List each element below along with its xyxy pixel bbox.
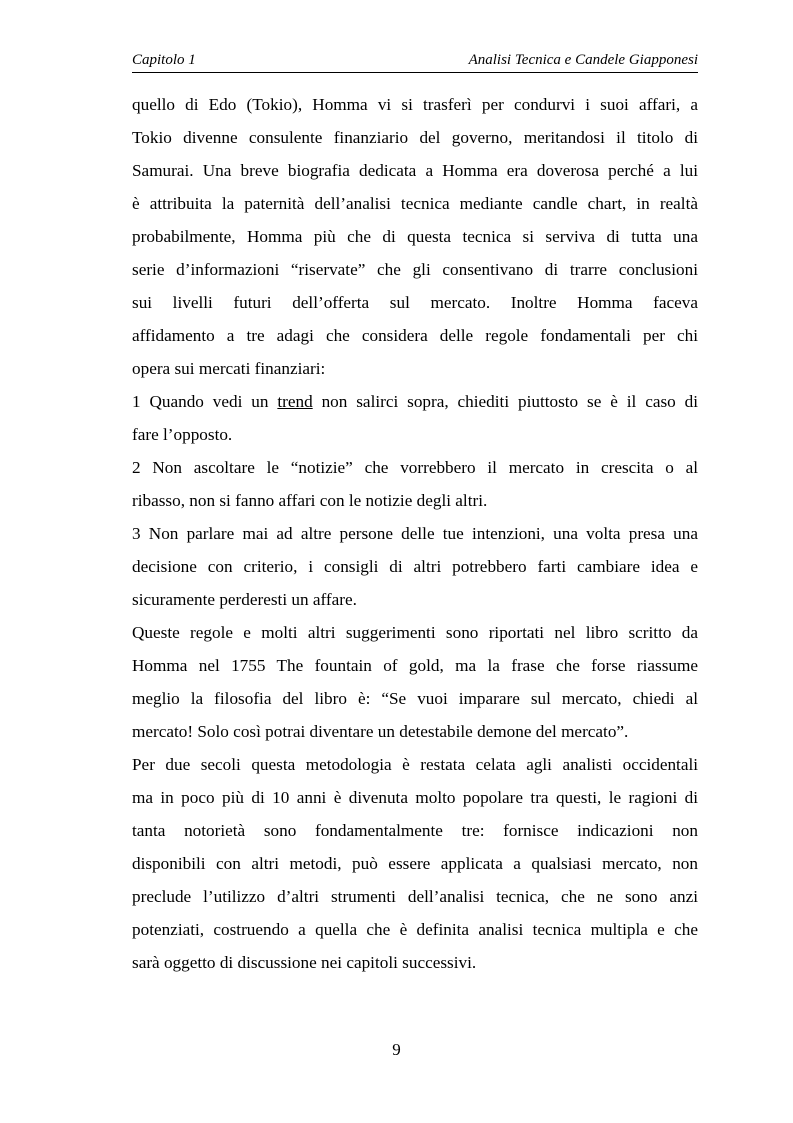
text-line: meglio la filosofia del libro è: “Se vuoi imparare sul mercato, chiedi al [132,689,698,708]
text-line: ma in poco più di 10 anni è divenuta molto popolare tra questi, le ragioni di [132,788,698,807]
text-line: Queste regole e molti altri suggerimenti sono riportati nel libro scritto da [132,623,698,642]
text-line: Per due secoli questa metodologia è restata celata agli analisti occidentali [132,755,698,774]
text-line: 2 Non ascoltare le “notizie” che vorrebbero il mercato in crescita o al [132,458,698,477]
trend-link[interactable]: trend [277,392,313,411]
header-title: Analisi Tecnica e Candele Giapponesi [468,52,698,68]
running-header [132,50,698,73]
text-line: mercato! Solo così potrai diventare un detestabile demone del mercato”. [132,722,629,741]
text-line: Homma nel 1755 The fountain of gold, ma la frase che forse riassume [132,656,698,675]
body-text [132,88,698,979]
text-line: fare l’opposto. [132,425,233,444]
text-line: quello di Edo (Tokio), Homma vi si trasferì per condurvi i suoi affari, a [132,95,698,114]
page-number: 9 [392,1040,401,1059]
text-line: sarà oggetto di discussione nei capitoli successivi. [132,953,477,972]
text-line: potenziati, costruendo a quella che è definita analisi tecnica multipla e che [132,920,698,939]
text-line: probabilmente, Homma più che di questa tecnica si serviva di tutta una [132,227,698,246]
text-line: tanta notorietà sono fondamentalmente tre: fornisce indicazioni non [132,821,698,840]
text-line: preclude l’utilizzo d’altri strumenti dell’analisi tecnica, che ne sono anzi [132,887,698,906]
text-line: opera sui mercati finanziari: [132,359,326,378]
text-line: decisione con criterio, i consigli di altri potrebbero farti cambiare idea e [132,557,698,576]
text-line: affidamento a tre adagi che considera delle regole fondamentali per chi [132,326,698,345]
text-line: 3 Non parlare mai ad altre persone delle tue intenzioni, una volta presa una [132,524,698,543]
text-segment: 1 Quando vedi un [132,392,278,411]
text-segment: non salirci sopra, chiediti piuttosto se è il caso di [312,392,698,411]
chapter-label: Capitolo 1 [132,52,196,68]
text-line: è attribuita la paternità dell’analisi tecnica mediante candle chart, in realtà [132,194,698,213]
text-line: sui livelli futuri dell’offerta sul mercato. Inoltre Homma faceva [132,293,698,312]
text-line: serie d’informazioni “riservate” che gli consentivano di trarre conclusioni [132,260,698,279]
text-line: Samurai. Una breve biografia dedicata a Homma era doverosa perché a lui [132,161,698,180]
text-line: sicuramente perderesti un affare. [132,590,357,609]
text-line: disponibili con altri metodi, può essere applicata a qualsiasi mercato, non [132,854,698,873]
text-line-with-link [132,385,698,418]
text-line: ribasso, non si fanno affari con le notizie degli altri. [132,491,488,510]
text-line: Tokio divenne consulente finanziario del governo, meritandosi il titolo di [132,128,698,147]
